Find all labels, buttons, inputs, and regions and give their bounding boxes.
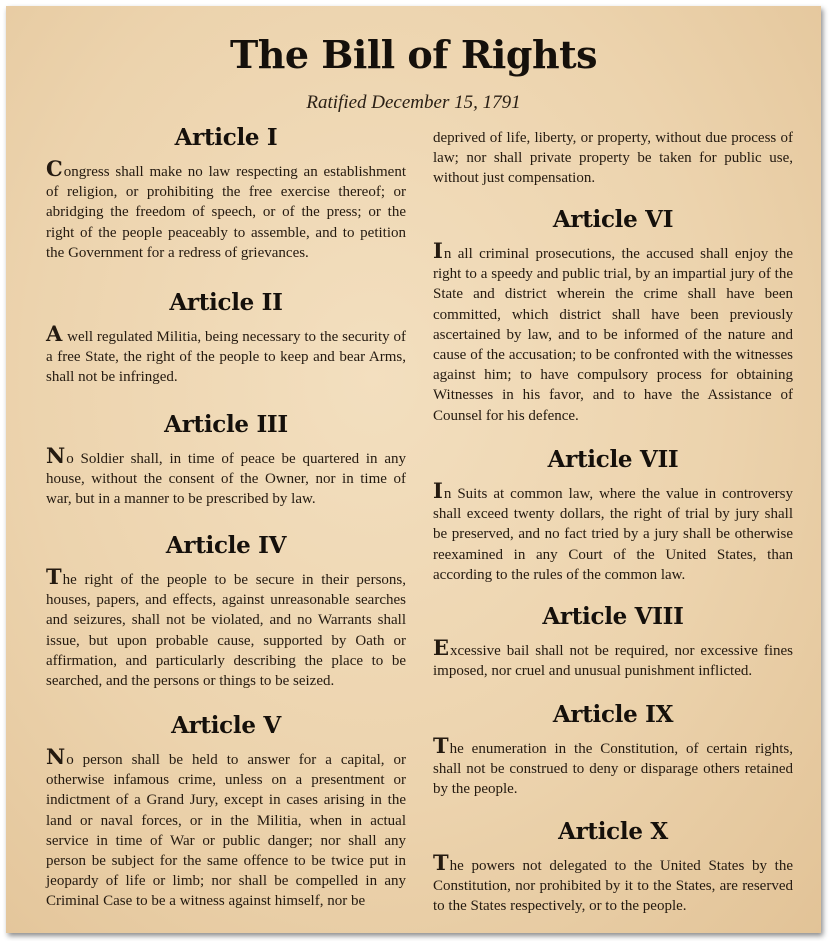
article-heading: Article III (164, 411, 288, 438)
drop-initial: I (433, 238, 443, 263)
drop-initial: A (46, 321, 63, 346)
article-5 (46, 712, 406, 912)
article-text: n all criminal prosecutions, the accused shall enjoy the right to a speedy and public trial, by an impartial jury of the State and district wherein the crime shall have been committed, which district shall have been previously ascertained by law, and to be informed of the nature and cause of the accusation; to be confronted with the witnesses against him; to have compulsory process for obtaining Witnesses in his favor, and to have the Assistance of Counsel for his defence. (433, 246, 793, 424)
article-body (46, 321, 406, 388)
article-body (433, 850, 793, 917)
article-text: xcessive bail shall not be required, nor excessive fines imposed, nor cruel and unusual punishment inflicted. (433, 643, 793, 680)
article-body: deprived of life, liberty, or property, without due process of law; nor shall private property be taken for public use, without just compensation. (433, 130, 793, 187)
article-heading: Article VIII (542, 603, 684, 630)
drop-initial: T (433, 850, 449, 875)
article-heading: Article VII (547, 446, 679, 473)
article-heading: Article I (174, 124, 278, 151)
drop-initial: I (433, 478, 443, 503)
article-body (433, 238, 793, 426)
article-heading: Article VI (552, 206, 674, 233)
article-6 (433, 206, 793, 426)
drop-initial: C (46, 156, 63, 181)
article-text: o Soldier shall, in time of peace be quartered in any house, without the consent of the Owner, nor in time of war, but in a manner to be prescribed by law. (46, 451, 406, 508)
article-4 (46, 532, 406, 691)
article-text: ongress shall make no law respecting an establishment of religion, or prohibiting the free exercise thereof; or abridging the freedom of speech, or of the press; or the right of the people peaceably to assemble, and to petition the Government for a redress of grievances. (46, 164, 406, 261)
article-heading: Article II (169, 289, 283, 316)
article-3 (46, 411, 406, 510)
article-heading: Article IV (165, 532, 287, 559)
article-heading: Article X (558, 818, 668, 845)
article-body (46, 744, 406, 912)
article-text: he enumeration in the Constitution, of certain rights, shall not be construed to deny or disparage others retained by the people. (433, 741, 793, 798)
document-title: The Bill of Rights (229, 32, 598, 77)
article-body (433, 733, 793, 800)
document-sheet (6, 6, 821, 933)
article-7 (433, 446, 793, 585)
drop-initial: E (433, 635, 450, 660)
article-8 (433, 603, 793, 681)
article-body (46, 564, 406, 691)
document-subtitle: Ratified December 15, 1791 (306, 92, 521, 113)
drop-initial: N (46, 744, 66, 769)
article-text: well regulated Militia, being necessary to the security of a free State, the right of the people to keep and bear Arms, shall not be infringed. (46, 329, 406, 386)
article-body (46, 156, 406, 263)
article-body (433, 478, 793, 585)
drop-initial: T (46, 564, 62, 589)
article-text: he right of the people to be secure in their persons, houses, papers, and effects, against unreasonable searches and seizures, shall not be violated, and no Warrants shall issue, but upon probable cause, supported by Oath or affirmation, and particularly describing the place to be searched, and the persons or things to be seized. (46, 572, 406, 690)
article-10 (433, 818, 793, 917)
article-text: he powers not delegated to the United States by the Constitution, nor prohibited by it to the States, are reserved to the States respectively, or to the people. (433, 858, 793, 915)
drop-initial: T (433, 733, 449, 758)
article-5-continued (433, 128, 793, 189)
article-9 (433, 701, 793, 800)
article-2 (46, 289, 406, 388)
article-heading: Article IX (552, 701, 674, 728)
article-text: n Suits at common law, where the value in controversy shall exceed twenty dollars, the right of trial by jury shall be preserved, and no fact tried by a jury shall be otherwise reexamined in any Court of the United States, than according to the rules of the common law. (433, 486, 793, 583)
article-1 (46, 124, 406, 263)
article-text: o person shall be held to answer for a capital, or otherwise infamous crime, unless on a presentment or indictment of a Grand Jury, except in cases arising in the land or naval forces, or in the Militia, when in actual service in time of War or public danger; nor shall any person be subject for the same offence to be twice put in jeopardy of life or limb; nor shall be compelled in any Criminal Case to be a witness against himself, nor be (46, 752, 406, 910)
article-body (433, 635, 793, 681)
article-body (46, 443, 406, 510)
article-heading: Article V (171, 712, 281, 739)
drop-initial: N (46, 443, 66, 468)
